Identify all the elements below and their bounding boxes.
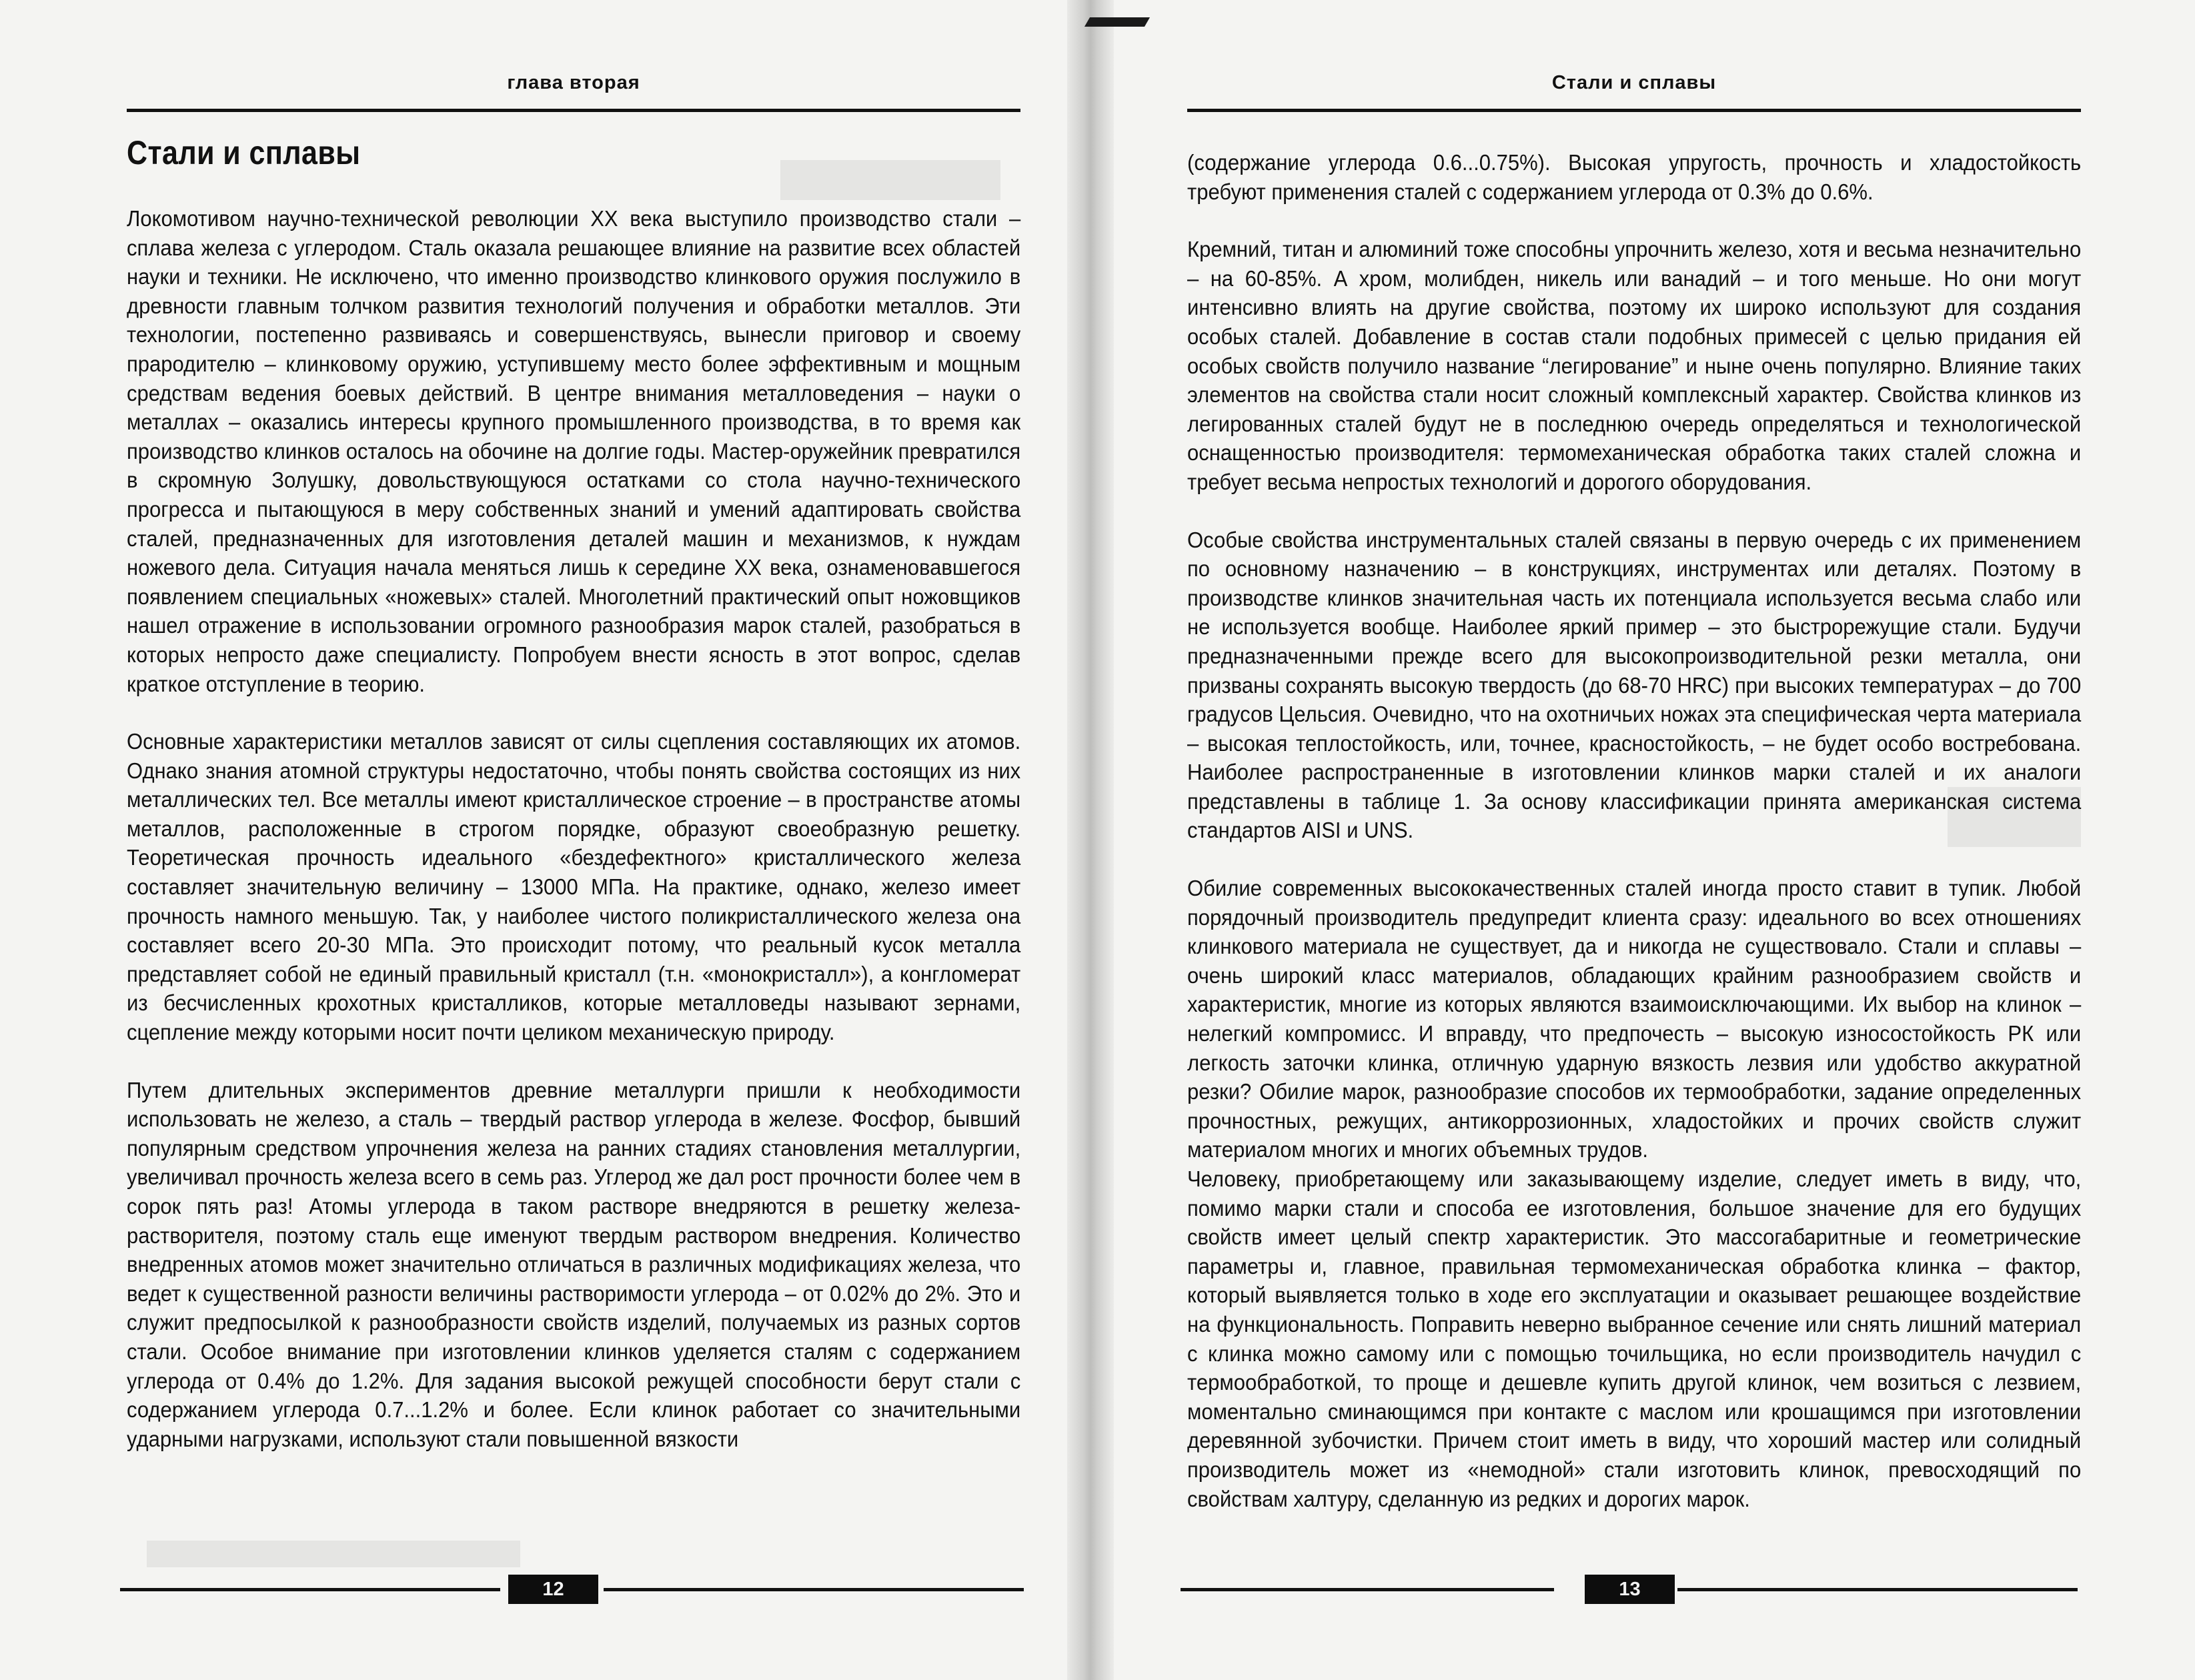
paragraph: (содержание углерода 0.6...0.75%). Высокая упругость, прочность и хладостойкость требуют применения сталей с содержанием углерода от 0.3% до 0.6%.: [1187, 150, 2082, 204]
header-rule: [1187, 109, 2081, 112]
section-title: Стали и сплавы: [127, 134, 361, 171]
right-page: [1114, 0, 2195, 1680]
paragraph: Обилие современных высококачественных сталей иногда просто ставит в тупик. Любой порядочный производитель предупредит клиента сразу: идеального во всех отношениях клинкового материала не существует, да и никогда не существовало. Стали и сплавы – очень широкий класс материалов, обладающих крайним разнообразием свойств и характеристик, многие из которых являются взаимоисключающими. Их выбор на клинок – нелегкий компромисс. И вправду, что предпочесть – высокую износостойкость РК или легкость заточки клинка, отличную ударную вязкость лезвия или удобство аккуратной резки? Обилие марок, разнообразие способов их термообработки, задание определенных прочностных, режущих, антикоррозионных, хладостойких и прочих свойств служит материалом многих и многих объемных трудов.: [1187, 876, 2082, 1162]
header-rule: [127, 109, 1020, 112]
running-head: глава вторая: [507, 72, 640, 93]
book-gutter: [1067, 0, 1114, 1680]
paragraph: Путем длительных экспериментов древние металлурги пришли к необходимости использовать не железо, а сталь – твердый раствор углерода в железе. Фосфор, бывший популярным средством упрочнения железа на ранних стадиях становления металлургии, увеличивал прочность железа всего в семь раз. Углерод же дал рост прочности более чем в сорок пять раз! Атомы углерода в таком растворе внедряются в решетку железа-растворителя, поэтому сталь еще именуют твердым раствором внедрения. Количество внедренных атомов может значительно отличаться в различных модификациях железа, что ведет к существенной разности величины растворимости углерода – от 0.02% до 2%. Это и служит предпосылкой к разнообразности свойств изделий, получаемых из разных сортов стали. Особое внимание при изготовлении клинков уделяется сталям с содержанием углерода от 0.4% до 1.2%. Для задания высокой режущей способности берут стали с содержанием углерода 0.7...1.2% и более. Если клинок работает со значительными ударными нагрузками, используют стали повышенной вязкости: [127, 1077, 1021, 1451]
paragraph: Кремний, титан и алюминий тоже способны упрочнить железо, хотя и весьма незначительно – на 60-85%. А хром, молибден, никель или ванадий – и того меньше. Но они могут интенсивно влиять на другие свойства, поэтому их широко используют для создания особых сталей. Добавление в состав стали подобных примесей с целью придания ей особых свойств получило название “легирование” и ныне очень популярно. Влияние таких элементов на свойства стали носит сложный комплексный характер. Свойства клинков из легированных сталей будут не в последнюю очередь определяться и технологической оснащенностью производителя: термомеханическая обработка таких сталей сложна и требует весьма непростых технологий и дорогого оборудования.: [1187, 237, 2082, 494]
page-number: 13: [1585, 1575, 1675, 1604]
paragraph: Локомотивом научно-технической революции XX века выступило производство стали – сплава железа с углеродом. Сталь оказала решающее влияние на развитие всех областей науки и техники. Не исключено, что именно производство клинкового оружия послужило в древности главным толчком развития технологий получения и обработки металлов. Эти технологии, постепенно развиваясь и совершенствуясь, вынесли приговор и своему прародителю – клинковому оружию, уступившему место более эффективным и мощным средствам ведения боевых действий. В центре внимания металловедения – науки о металлах – оказались интересы крупного промышленного производства, в то время как производство клинков осталось на обочине на долгие годы. Мастер-оружейник превратился в скромную Золушку, довольствующуюся остатками со стола научно-технического прогресса и пытающуюся в меру собственных знаний и умений адаптировать свойства сталей, предназначенных для изготовления деталей машин и механизмов, к нуждам ножевого дела. Ситуация начала меняться лишь к середине XX века, ознаменовавшегося появлением специальных «ножевых» сталей. Многолетний практический опыт ножовщиков нашел отражение в использовании огромного разнообразия марок сталей, разобраться в которых непросто даже специалисту. Попробуем внести ясность в этот вопрос, сделав краткое отступление в теорию.: [127, 206, 1021, 696]
footer-rule: [1181, 1588, 1554, 1591]
body-text: [1187, 148, 2081, 1513]
page-number: 12: [508, 1575, 598, 1604]
bleed-through-shadow: [147, 1541, 520, 1567]
bleed-through-shadow: [780, 160, 1000, 200]
footer-rule: [1677, 1588, 2078, 1591]
body-text: [127, 204, 1020, 1453]
footer-rule: [120, 1588, 500, 1591]
left-page: [0, 0, 1067, 1680]
paragraph: Особые свойства инструментальных сталей связаны в первую очередь с их применением по основному назначению – в конструкциях, инструментах или деталях. Поэтому в производстве клинков значительная часть их потенциала используется весьма слабо или не используется вообще. Наиболее яркий пример – это быстрорежущие стали. Будучи предназначенными прежде всего для высокопроизводительной резки металла, они призваны сохранять высокую твердость (до 68-70 HRC) при высоких температурах – до 700 градусов Цельсия. Очевидно, что на охотничьих ножах эта специфическая черта материала – высокая теплостойкость, или, точнее, красностойкость, – не будет особо востребована. Наиболее распространенные в изготовлении клинков марки сталей и их аналоги представлены в таблице 1. За основу классификации принята американская система стандартов AISI и UNS.: [1187, 527, 2082, 843]
paragraph: Человеку, приобретающему или заказывающему изделие, следует иметь в виду, что, помимо марки стали и способа ее изготовления, большое значение для его будущих свойств имеет целый спектр характеристик. Это массогабаритные и геометрические параметры и, главное, правильная термомеханическая обработка клинка – фактор, который выявляется только в ходе его эксплуатации и оказывает решающее воздействие на функциональность. Поправить неверно выбранное сечение или снять лишний материал с клинка можно самому или с помощью точильщика, но если производитель начудил с термообработкой, то проще и дешевле купить другой клинок, чем возиться с лезвием, моментально сминающимся при контакте с маслом или крошащимся при изготовлении деревянной зубочистки. Причем стоит иметь в виду, что хороший мастер или солидный производитель может из «немодной» стали изготовить клинок, превосходящий по свойствам халтуру, сделанную из редких и дорогих марок.: [1187, 1166, 2082, 1511]
running-head: Стали и сплавы: [1551, 72, 1717, 93]
footer-rule: [604, 1588, 1024, 1591]
paragraph: Основные характеристики металлов зависят от силы сцепления составляющих их атомов. Однако знания атомной структуры недостаточно, чтобы понять свойства состоящих из них металлических тел. Все металлы имеют кристаллическое строение – в пространстве атомы металлов, расположенные в строгом порядке, образуют своеобразную решетку. Теоретическая прочность идеального «бездефектного» кристаллического железа составляет значительную величину – 13000 МПа. На практике, однако, железо имеет прочность намного меньшую. Так, у наиболее чистого поликристаллического железа она составляет всего 20-30 МПа. Это происходит потому, что реальный кусок металла представляет собой не единый правильный кристалл (т.н. «монокристалл»), а конгломерат из бесчисленных крохотных кристалликов, которые металловеды называют зернами, сцепление между которыми носит почти целиком механическую природу.: [127, 729, 1021, 1045]
